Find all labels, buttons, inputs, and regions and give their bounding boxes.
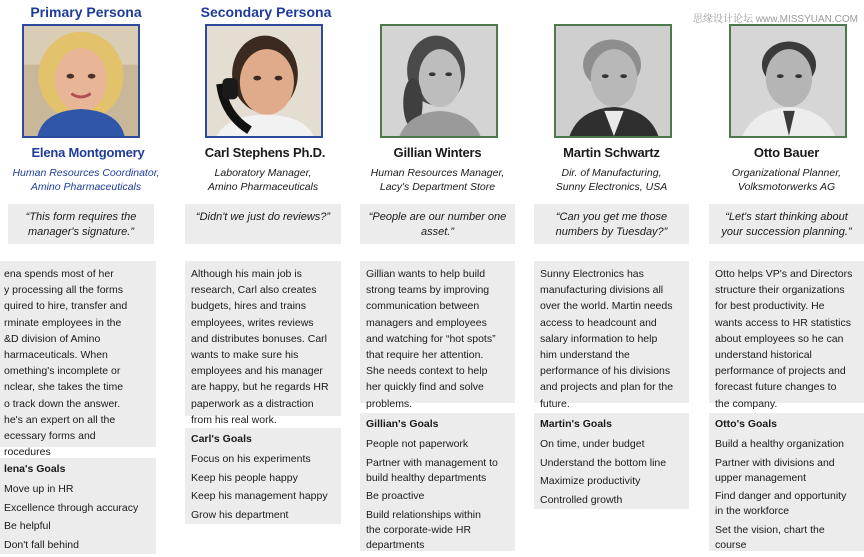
goal-item: Partner with management to build healthy departments: [366, 456, 498, 484]
persona-role: Dir. of Manufacturing, Sunny Electronics, USA: [555, 167, 668, 193]
goal-item: People not paperwork: [366, 438, 469, 450]
goal-item: Understand the bottom line: [540, 456, 667, 469]
persona-tag: Secondary Persona: [200, 4, 332, 20]
persona-bio: Gillian wants to help build strong teams by improving communication between managers and employees and watching for “hot spots” that require her attention. She needs context to help her quickly find and solve problems.: [360, 261, 515, 403]
goal-item: Grow his department: [191, 508, 289, 521]
goal-item: Controlled growth: [540, 493, 623, 506]
persona-quote: “People are our number one asset.”: [360, 204, 515, 244]
persona-tag: Primary Persona: [30, 4, 142, 20]
goal-item: Be helpful: [4, 520, 51, 533]
persona-goals: [709, 413, 864, 551]
goals-title: Gillian's Goals: [366, 418, 439, 430]
goal-item: Maximize productivity: [540, 475, 641, 488]
persona-bio: Although his main job is research, Carl also creates budgets, hires and trains employees, writes reviews and distributes bonuses. Carl wants to make sure his employees and his manager are happy, but he regards HR paperwork as a distraction from his real work.: [185, 261, 341, 416]
persona-photo-otto: [729, 24, 847, 138]
goal-item: Don't fall behind: [4, 538, 79, 551]
persona-quote: “Didn't we just do reviews?”: [185, 204, 341, 244]
persona-bio: ena spends most of her y processing all the forms quired to hire, transfer and rminate employees in the &D division of Amino harmaceuticals. When omething's incomplete or nclear, she takes the time o track down the answer. he's an expert on all the ecessary forms and rocedures: [0, 261, 156, 447]
persona-photo-martin: [554, 24, 672, 138]
persona-name: Otto Bauer: [753, 145, 820, 160]
persona-goals: [0, 458, 156, 554]
goal-item: Build a healthy organization: [715, 438, 845, 450]
persona-goals: [534, 413, 689, 509]
goal-item: Move up in HR: [4, 483, 74, 495]
persona-name: Gillian Winters: [393, 145, 482, 160]
persona-goals: [185, 428, 341, 524]
persona-name: Elena Montgomery: [31, 145, 145, 160]
watermark: 思缘设计论坛 www.MISSYUAN.COM: [692, 14, 858, 25]
persona-column-otto: [709, 0, 864, 557]
persona-column-elena: [0, 0, 160, 557]
persona-name: Carl Stephens Ph.D.: [204, 145, 326, 160]
persona-photo-carl: [205, 24, 323, 138]
persona-goals: [360, 413, 515, 551]
persona-role: Human Resources Coordinator, Amino Pharmaceuticals: [12, 167, 160, 193]
persona-column-carl: [185, 0, 341, 557]
goal-item: Set the vision, chart the course: [715, 523, 825, 551]
goals-title: Carl's Goals: [191, 433, 252, 445]
goal-item: Keep his management happy: [191, 490, 328, 503]
goals-title: Martin's Goals: [540, 418, 612, 430]
goal-item: On time, under budget: [540, 438, 645, 450]
goals-title: Otto's Goals: [715, 418, 778, 430]
goal-item: Keep his people happy: [191, 471, 298, 484]
persona-quote: “Can you get me those numbers by Tuesday?”: [534, 204, 689, 244]
persona-quote: “This form requires the manager's signature.”: [8, 204, 154, 244]
persona-name: Martin Schwartz: [563, 145, 660, 160]
goal-item: Excellence through accuracy: [4, 501, 139, 514]
goal-item: Be proactive: [366, 490, 425, 503]
persona-quote: “Let's start thinking about your succession planning.”: [709, 204, 864, 244]
persona-bio: Sunny Electronics has manufacturing divisions all over the world. Martin needs access to headcount and salary information to help him understand the performance of his divisions and projects and plan for the future.: [534, 261, 689, 403]
goal-item: Focus on his experiments: [191, 453, 311, 465]
goal-item: Find danger and opportunity in the workforce: [715, 490, 847, 518]
goal-item: Build relationships within the corporate-wide HR departments: [366, 508, 481, 551]
persona-photo-gillian: [380, 24, 498, 138]
persona-column-gillian: [360, 0, 515, 557]
goal-item: Partner with divisions and upper management: [715, 456, 835, 484]
persona-column-martin: [534, 0, 689, 557]
persona-photo-elena: [22, 24, 140, 138]
persona-role: Human Resources Manager, Lacy's Department Store: [370, 167, 505, 193]
persona-bio: Otto helps VP's and Directors structure their organizations for best productivity. He wants access to HR statistics about employees so he can understand historical performance of projects and forecast future changes to the company.: [709, 261, 864, 403]
goals-title: lena's Goals: [4, 463, 66, 475]
persona-role: Laboratory Manager, Amino Pharmaceuticals: [207, 167, 319, 193]
persona-role: Organizational Planner, Volksmotorwerks AG: [731, 167, 842, 193]
